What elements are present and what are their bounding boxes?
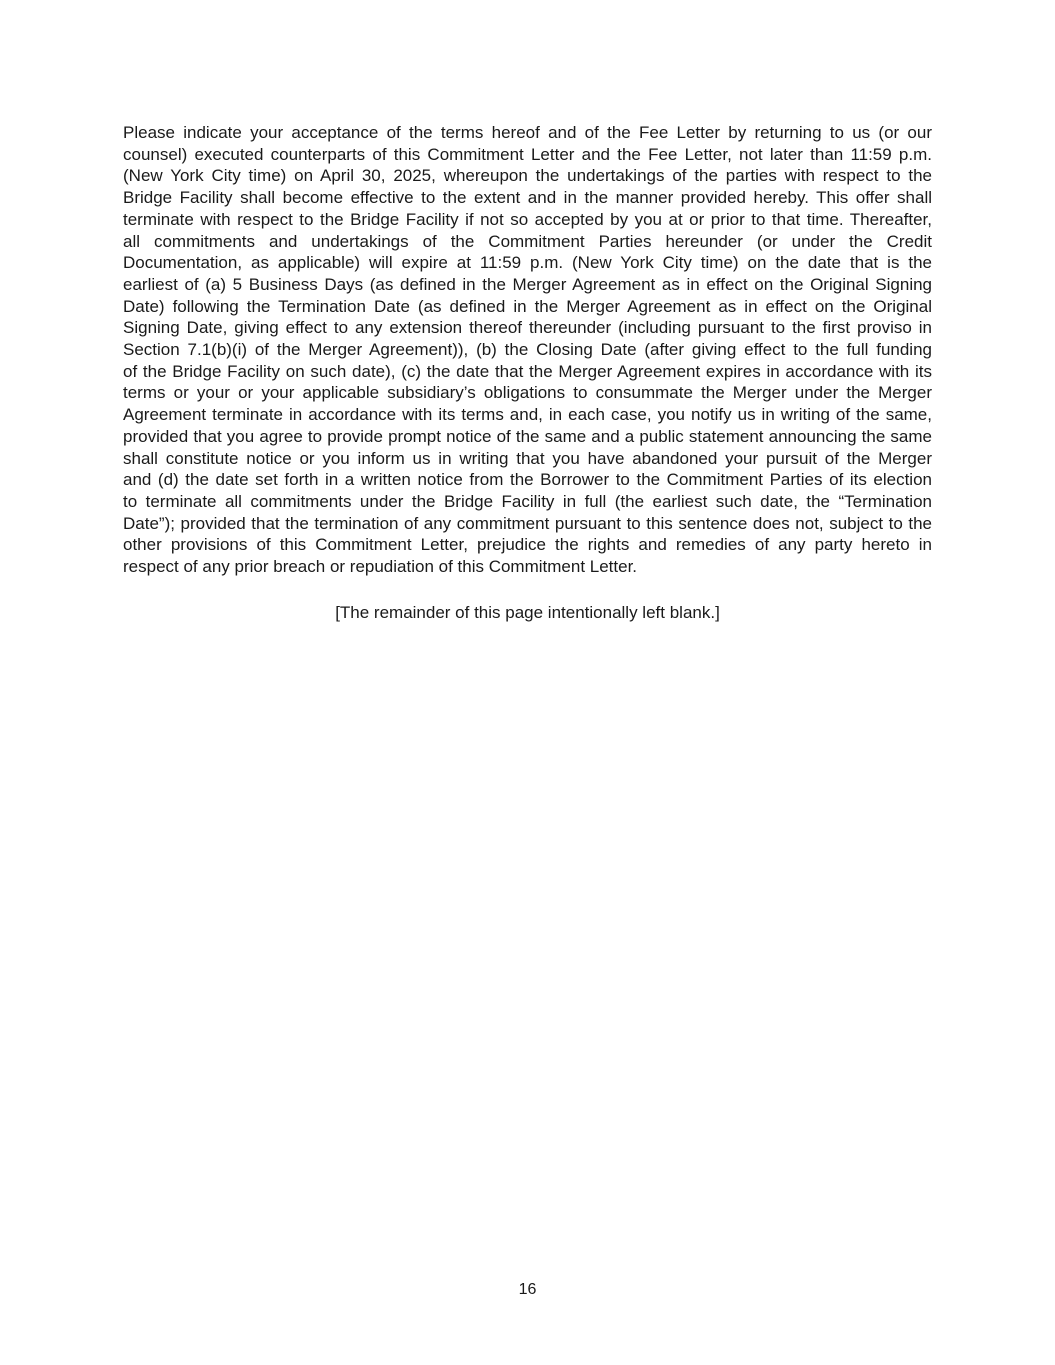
paragraph-line: earliest of (a) 5 Business Days (as defined in the Merger Agreement as in effect on the Original Signing [123, 274, 932, 294]
paragraph-line: Section 7.1(b)(i) of the Merger Agreement)), (b) the Closing Date (after giving effect to the full funding [123, 340, 932, 360]
paragraph-line: shall constitute notice or you inform us in writing that you have abandoned your pursuit of the Merger [123, 448, 932, 468]
paragraph-line: other provisions of this Commitment Letter, prejudice the rights and remedies of any party hereto in [123, 535, 932, 555]
paragraph-line: Agreement terminate in accordance with its terms and, in each case, you notify us in writing of the same, [123, 405, 932, 425]
paragraph-line: terms or your or your applicable subsidiary’s obligations to consummate the Merger under the Merger [123, 383, 932, 403]
blank-page-notice: [The remainder of this page intentionally left blank.] [335, 603, 720, 622]
paragraph-line: of the Bridge Facility on such date), (c) the date that the Merger Agreement expires in accordance with its [123, 361, 932, 381]
paragraph-line: Signing Date, giving effect to any extension thereof thereunder (including pursuant to the first proviso in [123, 318, 932, 338]
paragraph-line: all commitments and undertakings of the Commitment Parties hereunder (or under the Credit [123, 231, 932, 251]
body-paragraph [123, 122, 932, 578]
paragraph-line: provided that you agree to provide prompt notice of the same and a public statement announcing the same [123, 426, 932, 446]
paragraph-line: to terminate all commitments under the Bridge Facility in full (the earliest such date, the “Termination [123, 491, 932, 511]
paragraph-line: terminate with respect to the Bridge Facility if not so accepted by you at or prior to that time. Thereafter, [123, 209, 932, 229]
page-number: 16 [518, 1281, 537, 1298]
paragraph-line: Documentation, as applicable) will expire at 11:59 p.m. (New York City time) on the date that is the [123, 253, 932, 273]
paragraph-line: Date) following the Termination Date (as defined in the Merger Agreement as in effect on the Original [123, 296, 932, 316]
paragraph-line: respect of any prior breach or repudiation of this Commitment Letter. [123, 557, 638, 577]
paragraph-line: Please indicate your acceptance of the terms hereof and of the Fee Letter by returning to us (or our [123, 123, 932, 142]
paragraph-line: Bridge Facility shall become effective to the extent and in the manner provided hereby. This offer shall [123, 188, 932, 208]
paragraph-line: counsel) executed counterparts of this Commitment Letter and the Fee Letter, not later than 11:59 p.m. [123, 144, 932, 164]
paragraph-line: and (d) the date set forth in a written notice from the Borrower to the Commitment Parties of its election [123, 470, 932, 490]
paragraph-line: Date”); provided that the termination of any commitment pursuant to this sentence does not, subject to the [123, 513, 932, 533]
paragraph-line: (New York City time) on April 30, 2025, whereupon the undertakings of the parties with respect to the [123, 166, 932, 186]
